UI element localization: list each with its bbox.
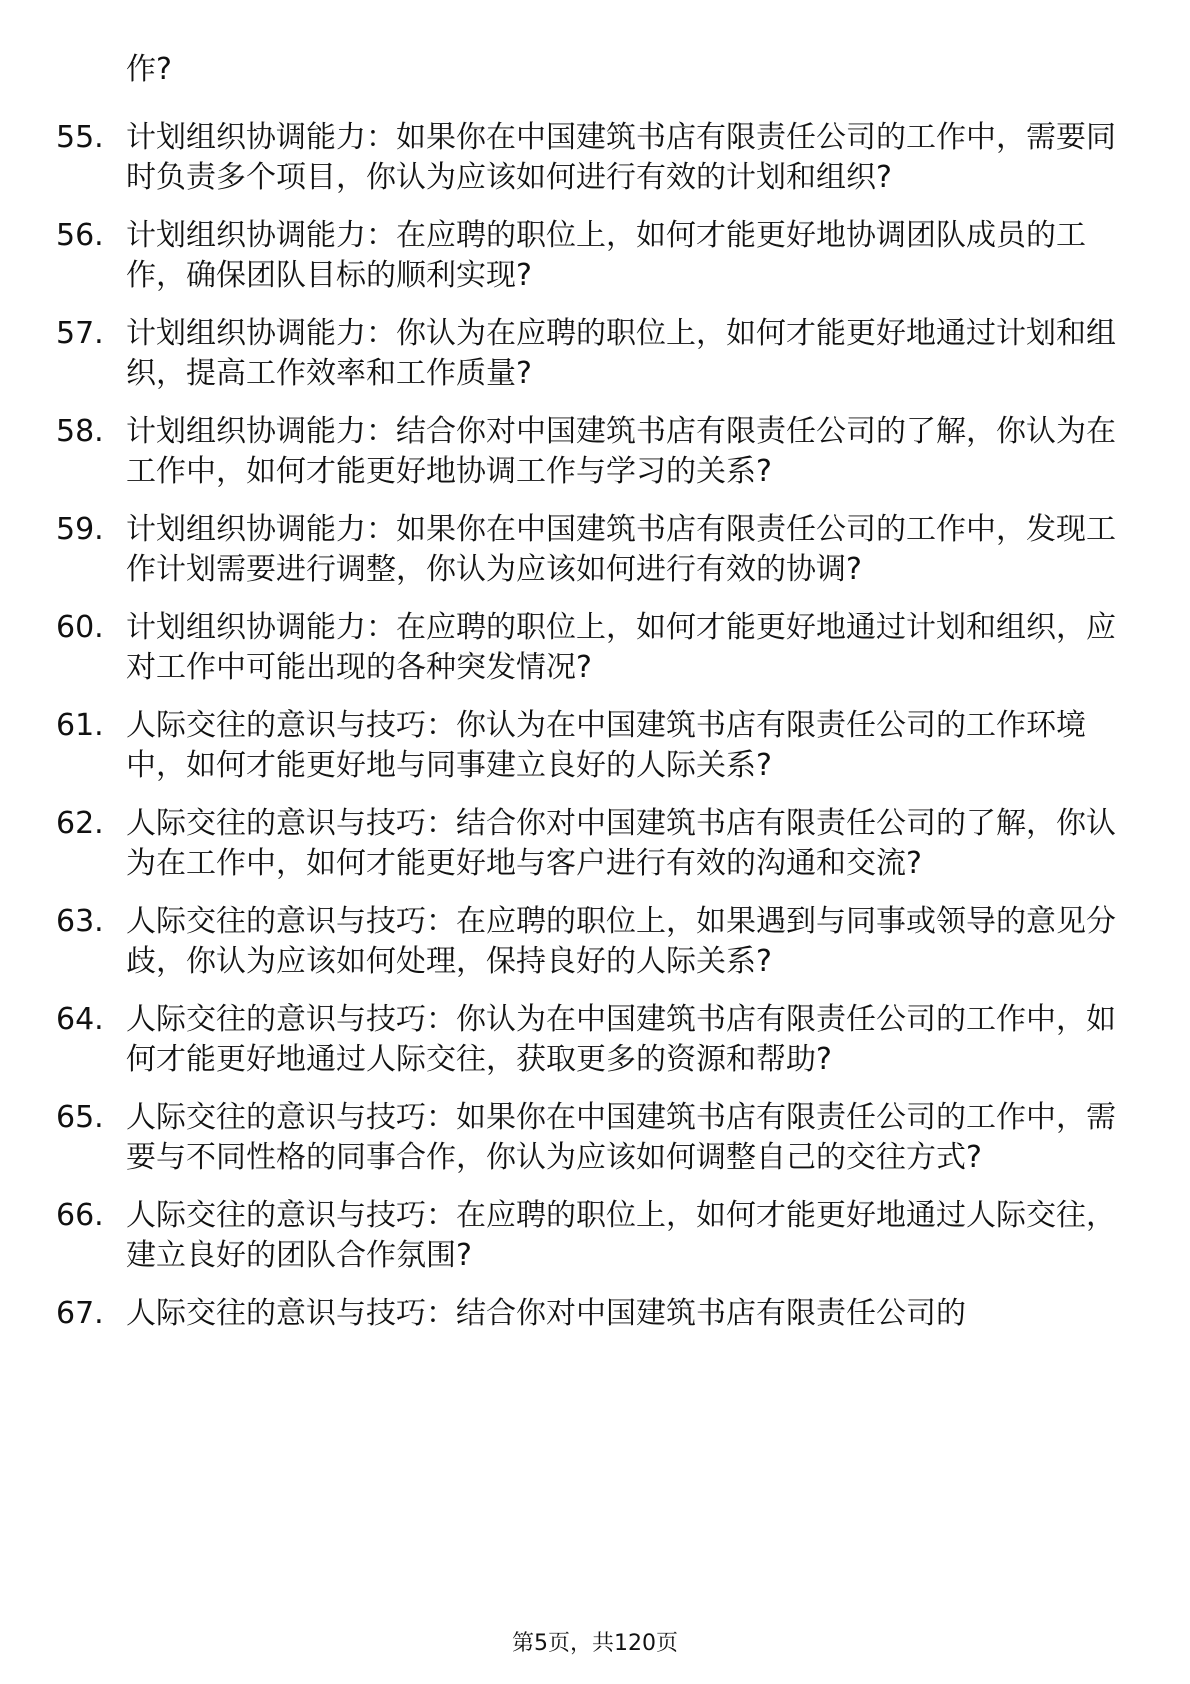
page-indicator: 第5页，共120页	[512, 1631, 678, 1656]
question-text: 人际交往的意识与技巧：你认为在中国建筑书店有限责任公司的工作环境中，如何才能更好地与同事建立良好的人际关系?	[126, 708, 1086, 783]
question-item	[0, 1294, 1190, 1334]
question-item	[0, 216, 1190, 296]
question-number: 57.	[56, 316, 104, 351]
question-text: 人际交往的意识与技巧：在应聘的职位上，如何才能更好地通过人际交往，建立良好的团队合作氛围?	[126, 1198, 1116, 1273]
question-number: 55.	[56, 120, 104, 155]
question-item	[0, 412, 1190, 492]
question-item	[0, 314, 1190, 394]
question-number: 67.	[56, 1296, 104, 1331]
question-list	[0, 118, 1190, 1352]
question-item	[0, 804, 1190, 884]
question-item	[0, 608, 1190, 688]
question-item	[0, 1196, 1190, 1276]
question-item	[0, 1098, 1190, 1178]
question-text: 计划组织协调能力：你认为在应聘的职位上，如何才能更好地通过计划和组织，提高工作效率和工作质量?	[126, 316, 1116, 391]
question-text: 计划组织协调能力：在应聘的职位上，如何才能更好地协调团队成员的工作，确保团队目标的顺利实现?	[126, 218, 1086, 293]
question-item	[0, 118, 1190, 198]
question-number: 60.	[56, 610, 104, 645]
question-number: 62.	[56, 806, 104, 841]
question-item	[0, 902, 1190, 982]
question-text: 计划组织协调能力：如果你在中国建筑书店有限责任公司的工作中，发现工作计划需要进行调整，你认为应该如何进行有效的协调?	[126, 512, 1116, 587]
question-number: 59.	[56, 512, 104, 547]
question-number: 65.	[56, 1100, 104, 1135]
question-text: 人际交往的意识与技巧：你认为在中国建筑书店有限责任公司的工作中，如何才能更好地通过人际交往，获取更多的资源和帮助?	[126, 1002, 1116, 1077]
question-item	[0, 510, 1190, 590]
question-text: 计划组织协调能力：结合你对中国建筑书店有限责任公司的了解，你认为在工作中，如何才能更好地协调工作与学习的关系?	[126, 414, 1116, 489]
continued-question-text: 作?	[126, 52, 172, 87]
question-number: 58.	[56, 414, 104, 449]
question-item	[0, 1000, 1190, 1080]
question-number: 66.	[56, 1198, 104, 1233]
question-text: 人际交往的意识与技巧：在应聘的职位上，如果遇到与同事或领导的意见分歧，你认为应该如何处理，保持良好的人际关系?	[126, 904, 1116, 979]
question-number: 61.	[56, 708, 104, 743]
question-text: 人际交往的意识与技巧：结合你对中国建筑书店有限责任公司的了解，你认为在工作中，如何才能更好地与客户进行有效的沟通和交流?	[126, 806, 1116, 881]
question-text: 计划组织协调能力：如果你在中国建筑书店有限责任公司的工作中，需要同时负责多个项目，你认为应该如何进行有效的计划和组织?	[126, 120, 1116, 195]
question-number: 56.	[56, 218, 104, 253]
question-text: 人际交往的意识与技巧：结合你对中国建筑书店有限责任公司的	[126, 1296, 966, 1331]
page-footer	[0, 1630, 1190, 1658]
question-number: 63.	[56, 904, 104, 939]
question-text: 人际交往的意识与技巧：如果你在中国建筑书店有限责任公司的工作中，需要与不同性格的同事合作，你认为应该如何调整自己的交往方式?	[126, 1100, 1116, 1175]
question-item	[0, 706, 1190, 786]
question-text: 计划组织协调能力：在应聘的职位上，如何才能更好地通过计划和组织，应对工作中可能出现的各种突发情况?	[126, 610, 1116, 685]
question-number: 64.	[56, 1002, 104, 1037]
